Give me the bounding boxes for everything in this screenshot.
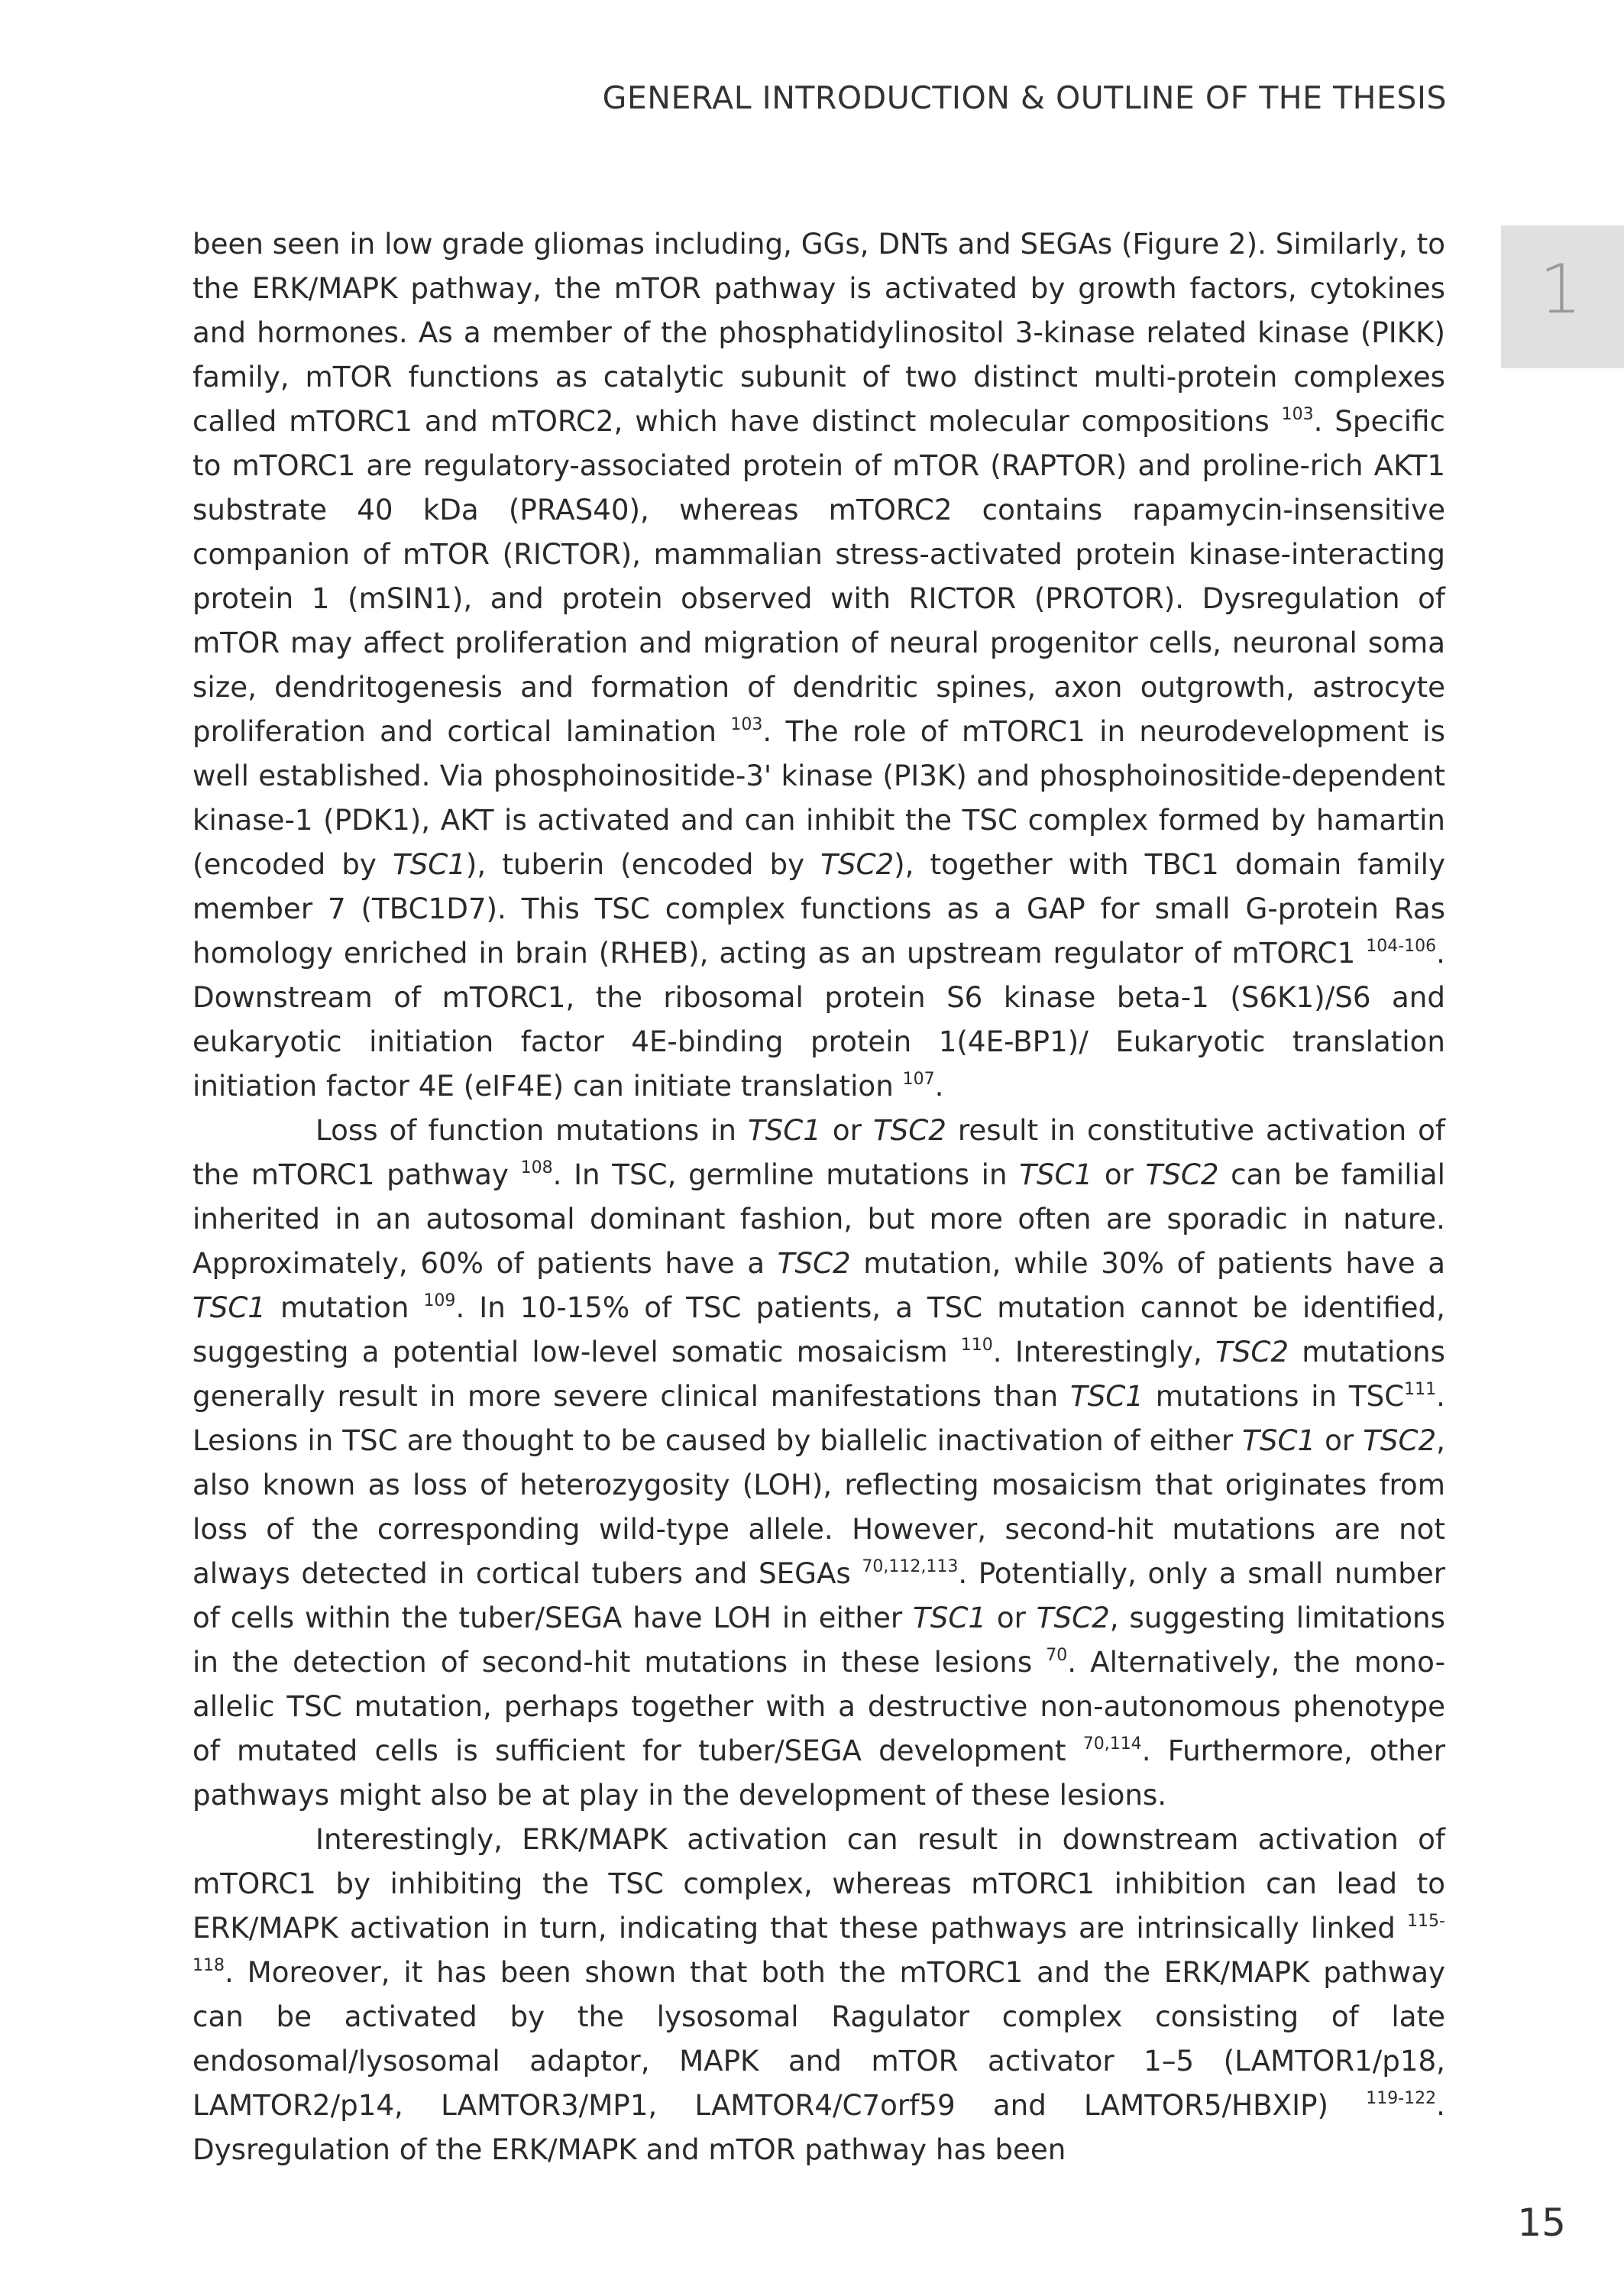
gene-name: TSC2 — [1145, 1158, 1219, 1191]
gene-name: TSC1 — [192, 1291, 266, 1324]
text-run: . Interestingly, — [992, 1335, 1216, 1368]
text-run: . Dysregulation of the ERK/MAPK and mTOR pathway has been — [192, 2088, 1445, 2166]
text-run: mutations in TSC — [1143, 1379, 1405, 1413]
gene-name: TSC2 — [1363, 1423, 1437, 1457]
gene-name: TSC2 — [1036, 1601, 1110, 1634]
citation: 70 — [1046, 1646, 1068, 1665]
citation: 110 — [960, 1336, 993, 1355]
text-run: or — [820, 1113, 873, 1147]
citation: 70,114 — [1082, 1734, 1142, 1754]
gene-name: TSC2 — [820, 847, 894, 881]
gene-name: TSC1 — [1242, 1423, 1316, 1457]
text-run: ), tuberin (encoded by — [465, 847, 821, 881]
text-run: . In TSC, germline mutations in — [552, 1158, 1020, 1191]
text-run: . Lesions in TSC are thought to be caused by biallelic inactivation of either — [192, 1379, 1445, 1457]
text-run: or — [1092, 1158, 1146, 1191]
gene-name: TSC1 — [1069, 1379, 1144, 1413]
citation: 111 — [1404, 1380, 1437, 1399]
citation: 115-118 — [192, 1912, 1445, 1975]
gene-name: TSC1 — [913, 1601, 986, 1634]
text-run: . In 10-15% of TSC patients, a TSC mutation cannot be identified, suggesting a potential low-level somatic mosaicism — [192, 1291, 1445, 1368]
body-text — [192, 222, 1445, 2172]
chapter-number: 1 — [1539, 250, 1582, 329]
text-run: been seen in low grade gliomas including, GGs, DNTs and SEGAs (Figure 2). Similarly, to the ERK/MAPK pathway, the mTOR pathway is activated by growth factors, cytokines and hormones. As a member of the phosphatidylinositol 3-kinase related kinase (PIKK) family, mTOR functions as catalytic subunit of two distinct multi-protein complexes called mTORC1 and mTORC2, which have distinct molecular compositions — [192, 227, 1445, 438]
gene-name: TSC2 — [1215, 1335, 1289, 1368]
gene-name: TSC1 — [392, 847, 466, 881]
citation: 108 — [520, 1158, 553, 1177]
text-run: Loss of function mutations in — [315, 1113, 748, 1147]
text-run: . Alternatively, the mono-allelic TSC mutation, perhaps together with a destructive non-autonomous phenotype of mutated cells is sufficient for tuber/SEGA development — [192, 1645, 1445, 1767]
paragraph-2 — [192, 1108, 1445, 1817]
text-run: , also known as loss of heterozygosity (LOH), reflecting mosaicism that originates from loss of the corresponding wild-type allele. However, second-hit mutations are not always detected in cortical tubers and SEGAs — [192, 1423, 1445, 1590]
paragraph-3 — [192, 1817, 1445, 2172]
text-run: . The role of mTORC1 in neurodevelopment is well established. Via phosphoinositide-3' kinase (PI3K) and phosphoinositide-dependent kinase-1 (PDK1), AKT is activated and can inhibit the TSC complex formed by hamartin (encoded by — [192, 714, 1445, 881]
text-run: mutations generally result in more severe clinical manifestations than — [192, 1335, 1446, 1413]
citation: 107 — [902, 1070, 935, 1089]
text-run: result in constitutive activation of the mTORC1 pathway — [192, 1113, 1445, 1191]
text-run: . Moreover, it has been shown that both the mTORC1 and the ERK/MAPK pathway can be activated by the lysosomal Ragulator complex consisting of late endosomal/lysosomal adaptor, MAPK and mTOR activator 1–5 (LAMTOR1/p18, LAMTOR2/p14, LAMTOR3/MP1, LAMTOR4/C7orf59 and LAMTOR5/HBXIP) — [192, 1955, 1445, 2122]
chapter-tab — [1501, 225, 1624, 368]
text-run: mutation, while 30% of patients have a — [850, 1246, 1445, 1280]
text-run: . Downstream of mTORC1, the ribosomal protein S6 kinase beta-1 (S6K1)/S6 and eukaryotic initiation factor 4E-binding protein 1(4E-BP1)/ Eukaryotic translation initiation factor 4E (eIF4E) can initiate translation — [192, 936, 1445, 1103]
text-run: Interestingly, ERK/MAPK activation can result in downstream activation of mTORC1 by inhibiting the TSC complex, whereas mTORC1 inhibition can lead to ERK/MAPK activation in turn, indicating that these pathways are intrinsically linked — [192, 1822, 1445, 1945]
text-run: can be familial inherited in an autosomal dominant fashion, but more often are sporadic in nature. Approximately, 60% of patients have a — [192, 1158, 1445, 1280]
text-run: . — [934, 1069, 944, 1103]
citation: 104-106 — [1366, 937, 1437, 956]
citation: 103 — [1281, 405, 1314, 424]
gene-name: TSC1 — [747, 1113, 821, 1147]
text-run: , suggesting limitations in the detection of second-hit mutations in these lesions — [192, 1601, 1446, 1679]
citation: 109 — [423, 1291, 456, 1310]
citation: 103 — [730, 715, 763, 734]
paragraph-1 — [192, 222, 1445, 1108]
gene-name: TSC2 — [872, 1113, 946, 1147]
citation: 119-122 — [1366, 2089, 1437, 2108]
text-run: mutation — [265, 1291, 424, 1324]
text-run: or — [1315, 1423, 1364, 1457]
page-number: 15 — [1517, 2201, 1566, 2245]
running-header: GENERAL INTRODUCTION & OUTLINE OF THE THESIS — [602, 79, 1447, 116]
gene-name: TSC2 — [777, 1246, 851, 1280]
text-run: . Furthermore, other pathways might also be at play in the development of these lesions. — [192, 1734, 1446, 1812]
text-run: . Specific to mTORC1 are regulatory-associated protein of mTOR (RAPTOR) and proline-rich AKT1 substrate 40 kDa (PRAS40), whereas mTORC2 contains rapamycin-insensitive companion of mTOR (RICTOR), mammalian stress-activated protein kinase-interacting protein 1 (mSIN1), and protein observed with RICTOR (PROTOR). Dysregulation of mTOR may affect proliferation and migration of neural progenitor cells, neuronal soma size, dendritogenesis and formation of dendritic spines, axon outgrowth, astrocyte proliferation and cortical lamination — [192, 404, 1445, 748]
gene-name: TSC1 — [1019, 1158, 1093, 1191]
citation: 70,112,113 — [862, 1557, 959, 1576]
text-run: ), together with TBC1 domain family member 7 (TBC1D7). This TSC complex functions as a GAP for small G-protein Ras homology enriched in brain (RHEB), acting as an upstream regulator of mTORC1 — [192, 847, 1445, 970]
text-run: . Potentially, only a small number of cells within the tuber/SEGA have LOH in either — [192, 1556, 1446, 1634]
text-run: or — [985, 1601, 1037, 1634]
